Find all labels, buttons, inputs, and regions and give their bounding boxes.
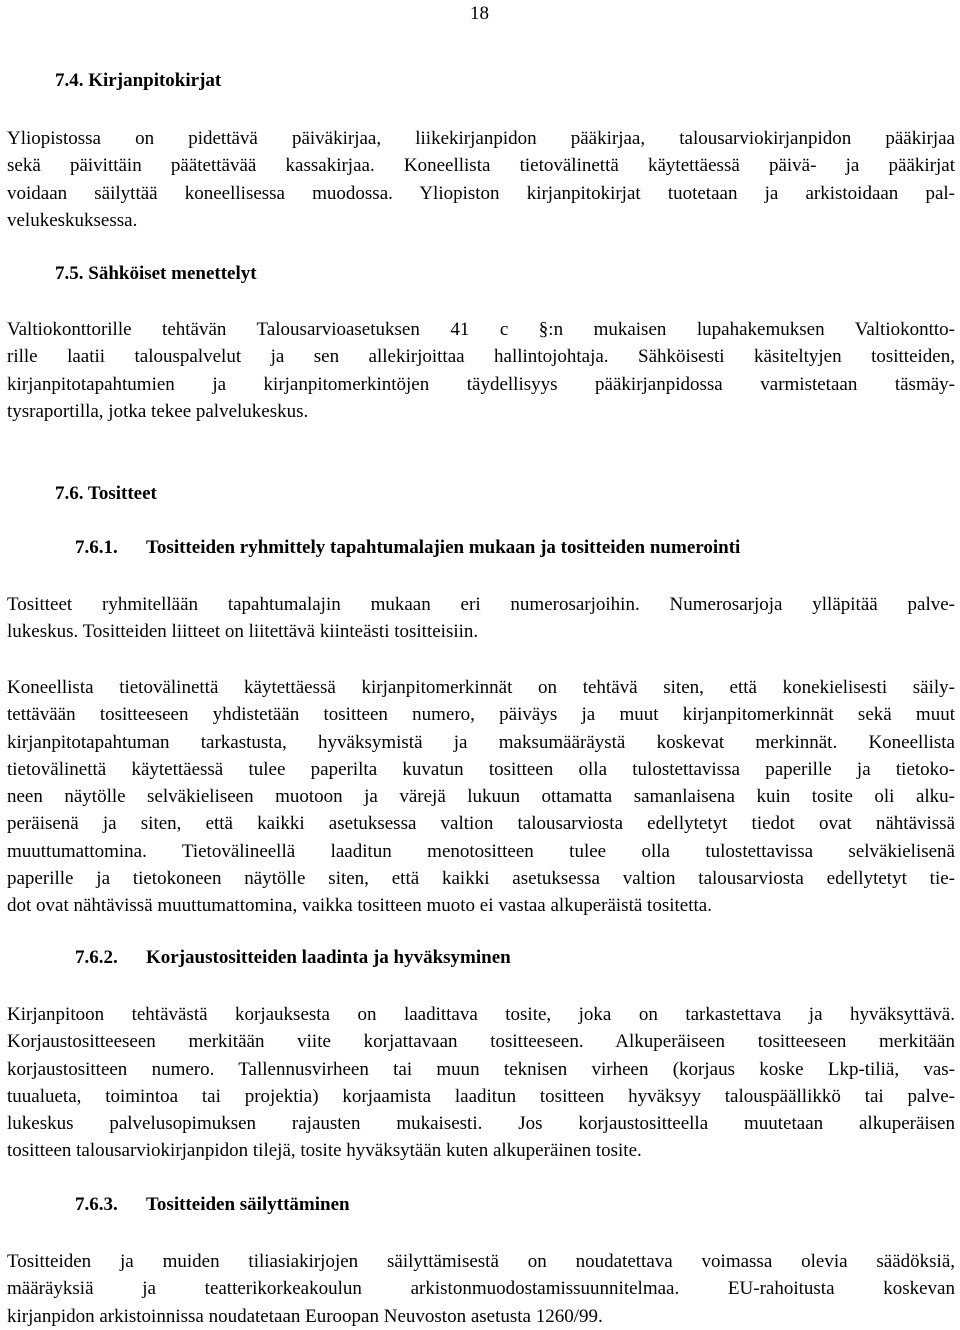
text-line: neen näytölle selväkieliseen muotoon ja värejä lukuun ottamatta samanlaisena kuin tosite oli alku- xyxy=(7,786,955,808)
paragraph-7-4 xyxy=(7,125,955,234)
heading-7-6-2 xyxy=(75,947,511,969)
text-line: tuualueta, toimintoa tai projektia) korjaamista laaditun tositteen hyväksyy talouspäällikkö tai palve- xyxy=(7,1085,955,1107)
text-line: korjaustositteen numero. Tallennusvirheen tai muun teknisen virheen (korjaus koske Lkp-tiliä, vas- xyxy=(7,1058,955,1080)
text-line: Tositteet ryhmitellään tapahtumalajin mukaan eri numerosarjoihin. Numerosarjoja ylläpitää palve- xyxy=(7,594,955,615)
text-line: dot ovat nähtävissä muuttumattomina, vaikka tositteen muoto ei vastaa alkuperäistä tositetta. xyxy=(7,895,712,917)
text-line: kirjanpitotapahtuman tarkastusta, hyväksymistä ja maksumääräystä koskevat merkinnät. Koneellista xyxy=(7,731,955,753)
text-line: kirjanpitotapahtumien ja kirjanpitomerkintöjen täydellisyys pääkirjanpidossa varmistetaan täsmäy- xyxy=(7,373,955,395)
text-line: tositteen talousarviokirjanpidon tilejä, tosite hyväksytään kuten alkuperäinen tosite. xyxy=(7,1140,642,1162)
paragraph-7-6-1-b xyxy=(7,674,955,920)
text-line: Koneellista tietovälinettä käytettäessä kirjanpitomerkinnät on tehtävä siten, että konekielisesti säily- xyxy=(7,677,955,698)
heading-number: 7.6.3. xyxy=(75,1194,118,1215)
text-line: Yliopistossa on pidettävä päiväkirjaa, liikekirjanpidon pääkirjaa, talousarviokirjanpidon pääkirjaa xyxy=(7,128,955,149)
heading-title: Tositteiden säilyttäminen xyxy=(146,1194,350,1215)
heading-number: 7.6.1. xyxy=(75,537,118,558)
text-line: Valtiokonttorille tehtävän Talousarvioasetuksen 41 c §:n mukaisen lupahakemuksen Valtiokontto- xyxy=(7,319,955,340)
text-line: paperille ja tietokoneen näytölle siten, että kaikki asetuksessa valtion talousarviosta edellytetyt tie- xyxy=(7,868,955,890)
text-line: sekä päivittäin päätettävää kassakirjaa. Koneellista tietovälinettä käytettäessä päivä- ja pääkirjat xyxy=(7,155,955,177)
page-number: 18 xyxy=(470,3,489,24)
paragraph-7-6-3 xyxy=(7,1248,955,1330)
text-line: kirjanpidon arkistoinnissa noudatetaan Euroopan Neuvoston asetusta 1260/99. xyxy=(7,1305,603,1327)
heading-7-6-1 xyxy=(75,537,740,559)
text-line: Kirjanpitoon tehtävästä korjauksesta on laadittava tosite, joka on tarkastettava ja hyväksyttävä. xyxy=(7,1004,955,1025)
text-line: Korjaustositteeseen merkitään viite korjattavaan tositteeseen. Alkuperäiseen tositteeseen merkitään xyxy=(7,1031,955,1053)
text-line: tysraportilla, jotka tekee palvelukeskus. xyxy=(7,400,309,422)
heading-title: Korjaustositteiden laadinta ja hyväksyminen xyxy=(146,947,511,968)
paragraph-7-6-1-a xyxy=(7,591,955,646)
text-line: rille laatii talouspalvelut ja sen allekirjoittaa hallintojohtaja. Sähköisesti käsiteltyjen tositteiden, xyxy=(7,346,955,368)
text-line: Tositteiden ja muiden tiliasiakirjojen säilyttämisestä on noudatettava voimassa olevia säädöksiä, xyxy=(7,1251,955,1272)
text-line: tietovälinettä käytettäessä tulee paperilta kuvatun tositteen olla tulostettavissa paperille ja tietoko- xyxy=(7,758,955,780)
text-line: lukeskus. Tositteiden liitteet on liitettävä kiinteästi tositteisiin. xyxy=(7,621,479,643)
text-line: määräyksiä ja teatterikorkeakoulun arkistonmuodostamissuunnitelmaa. EU-rahoitusta koskevan xyxy=(7,1278,955,1300)
heading-7-5: 7.5. Sähköiset menettelyt xyxy=(55,263,257,284)
heading-number: 7.6.2. xyxy=(75,947,118,968)
text-line: voidaan säilyttää koneellisessa muodossa. Yliopiston kirjanpitokirjat tuotetaan ja arkistoidaan pal- xyxy=(7,182,955,204)
heading-7-4: 7.4. Kirjanpitokirjat xyxy=(55,70,222,91)
paragraph-7-6-2 xyxy=(7,1001,955,1165)
text-line: lukeskus palvelusopimuksen rajausten mukaisesti. Jos korjaustositteella muutetaan alkuperäisen xyxy=(7,1113,955,1135)
text-line: velukeskuksessa. xyxy=(7,209,138,231)
paragraph-7-5 xyxy=(7,316,955,425)
heading-7-6: 7.6. Tositteet xyxy=(55,483,157,504)
text-line: tettävään tositteeseen yhdistetään tositteen numero, päiväys ja muut kirjanpitomerkinnät sekä muut xyxy=(7,704,955,726)
text-line: peräisenä ja siten, että kaikki asetuksessa valtion talousarviosta edellytetyt tiedot ovat nähtävissä xyxy=(7,813,955,835)
heading-title: Tositteiden ryhmittely tapahtumalajien mukaan ja tositteiden numerointi xyxy=(146,537,741,558)
heading-7-6-3 xyxy=(75,1194,350,1216)
text-line: muuttumattomina. Tietovälineellä laaditun menotositteen tulee olla tulostettavissa selväkielisenä xyxy=(7,840,955,862)
